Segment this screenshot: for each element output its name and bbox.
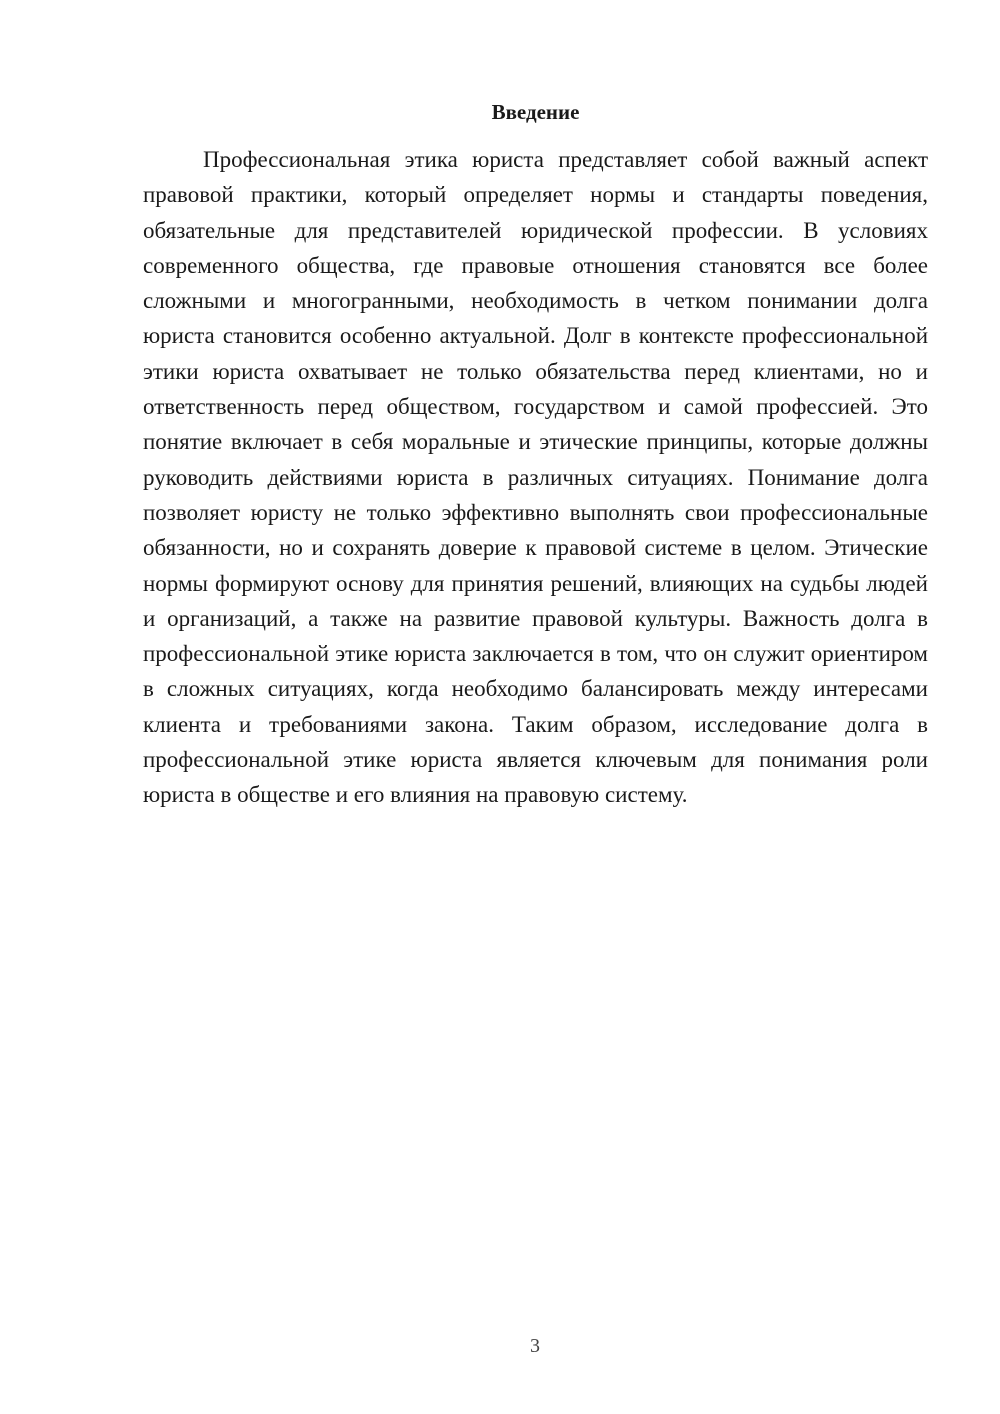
section-title: Введение [491,100,580,124]
page-number: 3 [530,1335,540,1357]
body-paragraph: Профессиональная этика юриста представляет собой важный аспект правовой практики, который определяет нормы и стандарты поведения, обязательные для представителей юридической профессии. В условиях современного общества, где правовые отношения становятся все более сложными и многогранными, необходимость в четком понимании долга юриста становится особенно актуальной. Долг в контексте профессиональной этики юриста охватывает не только обязательства перед клиентами, но и ответственность перед обществом, государством и самой профессией. Это понятие включает в себя моральные и этические принципы, которые должны руководить действиями юриста в различных ситуациях. Понимание долга позволяет юристу не только эффективно выполнять свои профессиональные обязанности, но и сохранять доверие к правовой системе в целом. Этические нормы формируют основу для принятия решений, влияющих на судьбы людей и организаций, а также на развитие правовой культуры. Важность долга в профессиональной этике юриста заключается в том, что он служит ориентиром в сложных ситуациях, когда необходимо балансировать между интересами клиента и требованиями закона. Таким образом, исследование долга в профессиональной этике юриста является ключевым для понимания роли юриста в обществе и его влияния на правовую систему. [143,147,928,808]
